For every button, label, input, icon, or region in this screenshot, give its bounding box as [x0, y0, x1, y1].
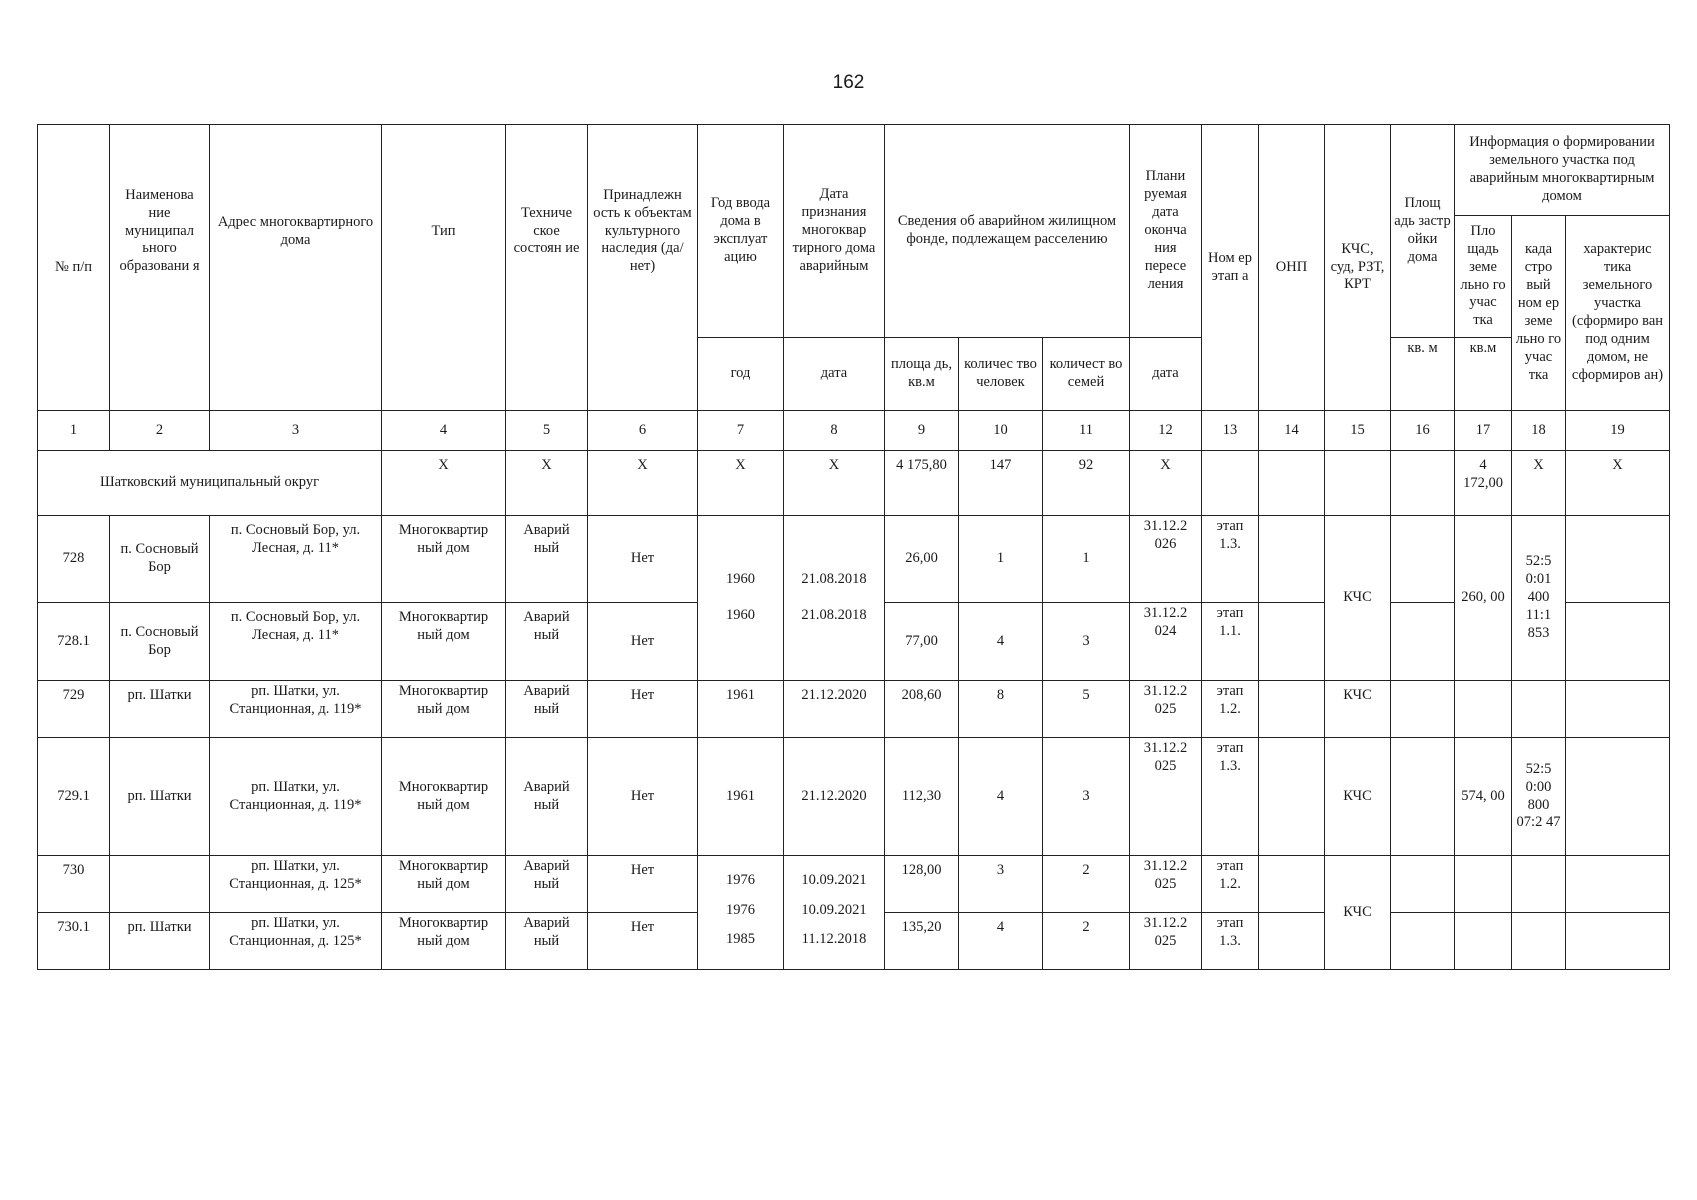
col-number: 6: [588, 411, 698, 451]
row-plan-date: 31.12.2 025: [1130, 738, 1202, 856]
total-families: 92: [1043, 451, 1130, 516]
total-cell: [1202, 451, 1259, 516]
row-plot-area: 260, 00: [1455, 516, 1512, 681]
row-cadastral: [1512, 913, 1566, 970]
row-building-area: [1391, 681, 1455, 738]
row-address: рп. Шатки, ул. Станционная, д. 119*: [210, 738, 382, 856]
total-plot-area: 4 172,00: [1455, 451, 1512, 516]
header-cadastral: када стро вый ном ер земе льно го учас тка: [1512, 216, 1566, 411]
page-number: 162: [832, 72, 865, 93]
col-number: 7: [698, 411, 784, 451]
row-people: 1: [959, 516, 1043, 603]
subheader-year: год: [698, 338, 784, 411]
col-number: 9: [885, 411, 959, 451]
row-people: 8: [959, 681, 1043, 738]
row-onp: [1259, 681, 1325, 738]
row-date: 21.12.2020: [784, 738, 885, 856]
total-cell: Х: [1512, 451, 1566, 516]
row-families: 3: [1043, 738, 1130, 856]
row-cadastral: 52:5 0:01 400 11:1 853: [1512, 516, 1566, 681]
total-cell: Х: [588, 451, 698, 516]
row-municipality: рп. Шатки: [110, 913, 210, 970]
header-heritage: Принадлежн ость к объектам культурного наследия (да/нет): [588, 125, 698, 338]
col-number: 8: [784, 411, 885, 451]
row-address: рп. Шатки, ул. Станционная, д. 125*: [210, 856, 382, 913]
row-year: 1961: [698, 738, 784, 856]
row-plan-date: 31.12.2 026: [1130, 516, 1202, 603]
row-stage: этап 1.1.: [1202, 603, 1259, 681]
subheader-date: дата: [784, 338, 885, 411]
col-number: 5: [506, 411, 588, 451]
row-plot-characteristic: [1566, 516, 1670, 603]
row-date-merged: [784, 516, 885, 681]
row-onp: [1259, 856, 1325, 913]
row-year: 1985: [726, 931, 755, 948]
row-heritage: Нет: [588, 913, 698, 970]
total-cell: [1391, 451, 1455, 516]
row-address: рп. Шатки, ул. Станционная, д. 119*: [210, 681, 382, 738]
row-plot-characteristic: [1566, 681, 1670, 738]
row-year-merged: [698, 516, 784, 681]
row-plot-area: 574, 00: [1455, 738, 1512, 856]
row-plot-characteristic: [1566, 738, 1670, 856]
header-address: Адрес многоквартирного дома: [210, 125, 382, 338]
row-address: рп. Шатки, ул. Станционная, д. 125*: [210, 913, 382, 970]
row-kchs: КЧС: [1325, 516, 1391, 681]
row-heritage: Нет: [588, 516, 698, 603]
total-cell: Х: [506, 451, 588, 516]
row-state: Аварий ный: [506, 516, 588, 603]
total-area: 4 175,80: [885, 451, 959, 516]
row-type: Многоквартир ный дом: [382, 738, 506, 856]
header-municipality: Наименова ние муниципал ьного образовани я: [110, 125, 210, 338]
header-municipality-cont: [110, 338, 210, 411]
row-number: 730: [38, 856, 110, 913]
row-families: 2: [1043, 913, 1130, 970]
col-number: 4: [382, 411, 506, 451]
col-number: 10: [959, 411, 1043, 451]
header-kchs: КЧС, суд, РЗТ, КРТ: [1325, 125, 1391, 411]
row-year: 1961: [698, 681, 784, 738]
row-municipality: рп. Шатки: [110, 738, 210, 856]
col-number: 14: [1259, 411, 1325, 451]
col-number: 3: [210, 411, 382, 451]
subheader-plot-unit: кв.м: [1455, 338, 1512, 411]
total-cell: Х: [698, 451, 784, 516]
col-number: 17: [1455, 411, 1512, 451]
row-state: Аварий ный: [506, 603, 588, 681]
row-heritage: Нет: [588, 681, 698, 738]
row-number: 728: [38, 516, 110, 603]
row-date: 21.08.2018: [801, 607, 867, 623]
row-address: п. Сосновый Бор, ул. Лесная, д. 11*: [210, 516, 382, 603]
header-year: Год ввода дома в эксплуат ацию: [698, 125, 784, 338]
row-date: 10.09.2021: [801, 901, 867, 918]
row-area: 112,30: [885, 738, 959, 856]
row-date: 21.12.2020: [784, 681, 885, 738]
row-plan-date: 31.12.2 025: [1130, 856, 1202, 913]
row-area: 208,60: [885, 681, 959, 738]
col-number: 11: [1043, 411, 1130, 451]
row-state: Аварий ный: [506, 681, 588, 738]
row-plot-characteristic: [1566, 856, 1670, 913]
header-date: Дата признания многоквар тирного дома аварийным: [784, 125, 885, 338]
row-kchs: КЧС: [1325, 738, 1391, 856]
row-building-area: [1391, 856, 1455, 913]
row-state: Аварий ный: [506, 856, 588, 913]
header-emergency-info: Сведения об аварийном жилищном фонде, подлежащем расселению: [885, 125, 1130, 338]
row-kchs: КЧС: [1325, 856, 1391, 970]
row-cadastral: 52:5 0:00 800 07:2 47: [1512, 738, 1566, 856]
row-area: 135,20: [885, 913, 959, 970]
row-onp: [1259, 913, 1325, 970]
row-stage: этап 1.3.: [1202, 913, 1259, 970]
row-people: 3: [959, 856, 1043, 913]
row-heritage: Нет: [588, 738, 698, 856]
row-area: 26,00: [885, 516, 959, 603]
col-number: 13: [1202, 411, 1259, 451]
row-plan-date: 31.12.2 024: [1130, 603, 1202, 681]
row-families: 2: [1043, 856, 1130, 913]
row-plot-characteristic: [1566, 913, 1670, 970]
row-people: 4: [959, 913, 1043, 970]
col-number: 2: [110, 411, 210, 451]
col-number: 12: [1130, 411, 1202, 451]
row-heritage: Нет: [588, 856, 698, 913]
header-number: № п/п: [38, 125, 110, 411]
header-building-area: Площ адь застр ойки дома: [1391, 125, 1455, 338]
row-date-merged: [784, 856, 885, 970]
col-number: 19: [1566, 411, 1670, 451]
col-number: 18: [1512, 411, 1566, 451]
row-type: Многоквартир ный дом: [382, 681, 506, 738]
row-onp: [1259, 516, 1325, 603]
row-families: 3: [1043, 603, 1130, 681]
row-families: 5: [1043, 681, 1130, 738]
row-type: Многоквартир ный дом: [382, 516, 506, 603]
row-address: п. Сосновый Бор, ул. Лесная, д. 11*: [210, 603, 382, 681]
row-number: 730.1: [38, 913, 110, 970]
row-kchs: КЧС: [1325, 681, 1391, 738]
row-plot-characteristic: [1566, 603, 1670, 681]
total-cell: Х: [1566, 451, 1670, 516]
row-plot-area: [1455, 913, 1512, 970]
header-stage: Ном ер этап а: [1202, 125, 1259, 411]
row-stage: этап 1.2.: [1202, 856, 1259, 913]
row-stage: этап 1.2.: [1202, 681, 1259, 738]
row-plot-area: [1455, 856, 1512, 913]
total-cell: Х: [1130, 451, 1202, 516]
header-plot-characteristic: характерис тика земельного участка (сформиро ван под одним домом, не сформиров ан): [1566, 216, 1670, 411]
col-number: 1: [38, 411, 110, 451]
row-type: Многоквартир ный дом: [382, 603, 506, 681]
row-year: 1976: [726, 871, 755, 888]
header-address-cont: [210, 338, 382, 411]
row-onp: [1259, 738, 1325, 856]
header-planned-date: Плани руемая дата оконча ния пересе ления: [1130, 125, 1202, 338]
row-building-area: [1391, 913, 1455, 970]
row-number: 729: [38, 681, 110, 738]
row-state: Аварий ный: [506, 913, 588, 970]
row-number: 728.1: [38, 603, 110, 681]
row-year: 1960: [726, 607, 755, 623]
row-building-area: [1391, 738, 1455, 856]
total-municipality-name: Шатковский муниципальный округ: [38, 451, 382, 516]
row-date: 10.09.2021: [801, 871, 867, 888]
row-stage: этап 1.3.: [1202, 738, 1259, 856]
row-plot-area: [1455, 681, 1512, 738]
subheader-people: количес тво человек: [959, 338, 1043, 411]
subheader-plan-date: дата: [1130, 338, 1202, 411]
row-plan-date: 31.12.2 025: [1130, 913, 1202, 970]
header-plot-area: Пло щадь земе льно го учас тка: [1455, 216, 1512, 338]
row-families: 1: [1043, 516, 1130, 603]
row-cadastral: [1512, 681, 1566, 738]
total-cell: [1259, 451, 1325, 516]
row-state: Аварий ный: [506, 738, 588, 856]
row-year-merged: [698, 856, 784, 970]
total-cell: [1325, 451, 1391, 516]
row-date: 21.08.2018: [801, 571, 867, 588]
col-number: 15: [1325, 411, 1391, 451]
emergency-housing-table: [37, 124, 1670, 970]
col-number: 16: [1391, 411, 1455, 451]
row-area: 77,00: [885, 603, 959, 681]
row-number: 729.1: [38, 738, 110, 856]
row-onp: [1259, 603, 1325, 681]
row-people: 4: [959, 603, 1043, 681]
subheader-families: количест во семей: [1043, 338, 1130, 411]
total-people: 147: [959, 451, 1043, 516]
row-people: 4: [959, 738, 1043, 856]
row-municipality: п. Сосновый Бор: [110, 603, 210, 681]
header-onp: ОНП: [1259, 125, 1325, 411]
header-heritage-cont: [588, 338, 698, 411]
row-type: Многоквартир ный дом: [382, 913, 506, 970]
row-heritage: Нет: [588, 603, 698, 681]
header-tech-state-cont: [506, 338, 588, 411]
row-stage: этап 1.3.: [1202, 516, 1259, 603]
row-building-area: [1391, 516, 1455, 603]
row-building-area: [1391, 603, 1455, 681]
header-tech-state: Техниче ское состоян ие: [506, 125, 588, 338]
row-municipality: рп. Шатки: [110, 681, 210, 738]
total-cell: Х: [784, 451, 885, 516]
row-plan-date: 31.12.2 025: [1130, 681, 1202, 738]
header-type-cont: [382, 338, 506, 411]
row-year: 1976: [726, 901, 755, 918]
total-cell: Х: [382, 451, 506, 516]
row-year: 1960: [726, 571, 755, 588]
subheader-building-unit: кв. м: [1391, 338, 1455, 411]
row-type: Многоквартир ный дом: [382, 856, 506, 913]
row-area: 128,00: [885, 856, 959, 913]
subheader-area: площа дь, кв.м: [885, 338, 959, 411]
row-municipality: [110, 856, 210, 913]
header-type: Тип: [382, 125, 506, 338]
header-land-plot-info: Информация о формировании земельного участка под аварийным многоквартирным домом: [1455, 125, 1670, 216]
row-date: 11.12.2018: [801, 931, 867, 948]
row-municipality: п. Сосновый Бор: [110, 516, 210, 603]
row-cadastral: [1512, 856, 1566, 913]
